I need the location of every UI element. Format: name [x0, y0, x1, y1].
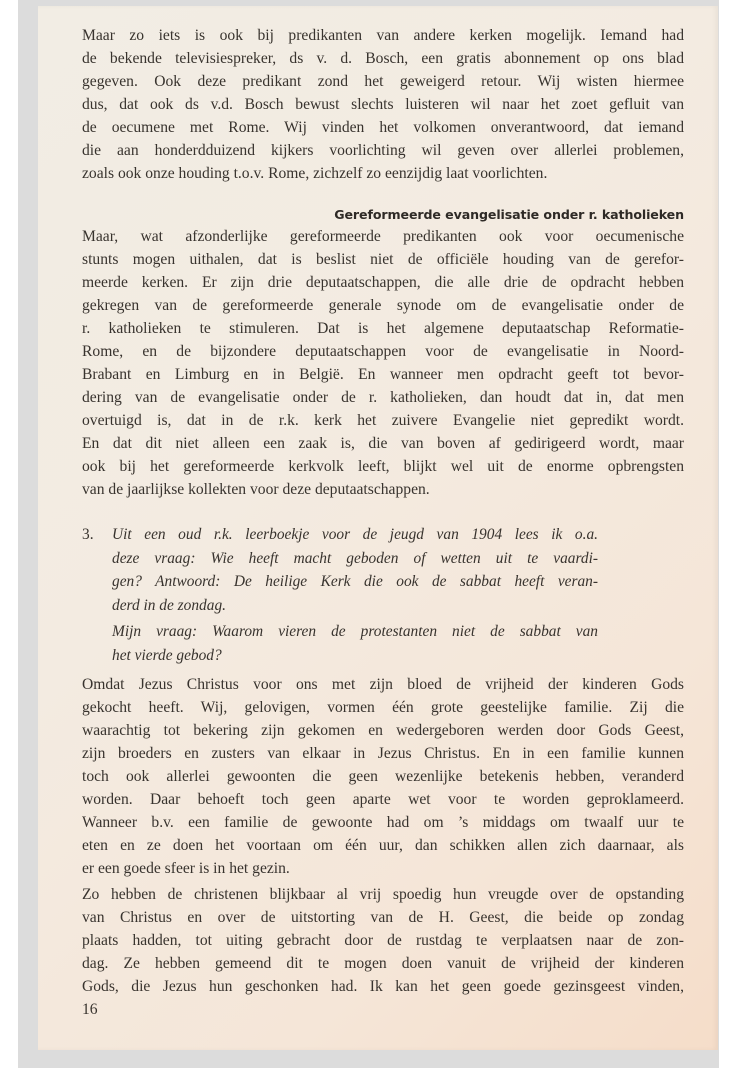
text-line: En dat dit niet alleen een zaak is, die van boven af gedirigeerd wordt, maar — [82, 435, 684, 452]
question-line: deze vraag: Wie heeft macht geboden of wetten uit te vaardi- — [112, 549, 598, 567]
text-line: Omdat Jezus Christus voor ons met zijn bloed de vrijheid der kinderen Gods — [82, 676, 684, 693]
text-line: de oecumene met Rome. Wij vinden het volkomen onverantwoord, dat iemand — [82, 119, 684, 136]
section-heading: Gereformeerde evangelisatie onder r. katholieken — [334, 207, 684, 222]
text-line: toch ook allerlei gewoonten die geen wezenlijke betekenis hebben, veranderd — [82, 768, 684, 785]
text-line: van de jaarlijkse kollekten voor deze deputaatschappen. — [82, 481, 430, 498]
question-number: 3. — [82, 526, 94, 543]
text-line: dag. Ze hebben gemeend dit te mogen doen vanuit de vrijheid der kinderen — [82, 955, 684, 972]
page-number: 16 — [82, 1001, 98, 1018]
text-line: r. katholieken te stimuleren. Dat is het algemene deputaatschap Reformatie- — [82, 320, 684, 337]
text-line: Gods, die Jezus hun geschonken had. Ik kan het geen goede gezinsgeest vinden, — [82, 978, 684, 995]
text-line: gegeven. Ook deze predikant zond het geweigerd retour. Wij wisten hiermee — [82, 73, 684, 90]
text-line: gekregen van de gereformeerde generale synode om de evangelisatie onder de — [82, 297, 684, 314]
question-followup-line: Mijn vraag: Waarom vieren de protestanten niet de sabbat van — [112, 623, 598, 640]
text-line: dus, dat ook ds v.d. Bosch bewust slechts luisteren wil naar het zoet gefluit van — [82, 96, 684, 113]
paragraph-1 — [82, 24, 684, 185]
question-line: Uit een oud r.k. leerboekje voor de jeugd van 1904 lees ik o.a. — [112, 526, 598, 543]
text-line: zoals ook onze houding t.o.v. Rome, zichzelf zo eenzijdig laat voorlichten. — [82, 165, 548, 182]
text-line: Maar, wat afzonderlijke gereformeerde predikanten ook voor oecumenische — [82, 228, 684, 245]
paragraph-2 — [82, 225, 684, 501]
text-line: Wanneer b.v. een familie de gewoonte had om ’s middags om twaalf uur te — [82, 814, 684, 831]
question-followup-line: het vierde gebod? — [112, 646, 222, 664]
text-line: overtuigd is, dat in de r.k. kerk het zuivere Evangelie niet gepredikt wordt. — [82, 412, 684, 429]
text-line: dering van de evangelisatie onder de r. katholieken, dan houdt dat in, dat men — [82, 389, 684, 406]
text-line: worden. Daar behoeft toch geen aparte wet voor te worden geproklameerd. — [82, 791, 684, 808]
question-line: derd in de zondag. — [112, 596, 226, 614]
text-line: meerde kerken. Er zijn drie deputaatschappen, die alle drie de opdracht hebben — [82, 274, 684, 291]
text-line: Zo hebben de christenen blijkbaar al vrij spoedig hun vreugde over de opstanding — [82, 886, 684, 903]
text-line: eten en ze doen het voortaan om één uur, dan schikken allen zich daarnaar, als — [82, 837, 684, 854]
text-line: Rome, en de bijzondere deputaatschappen voor de evangelisatie in Noord- — [82, 343, 684, 360]
text-line: plaats hadden, tot uiting gebracht door de rustdag te verplaatsen naar de zon- — [82, 932, 684, 949]
text-line: gekocht heeft. Wij, gelovigen, vormen één grote geestelijke familie. Zij die — [82, 699, 684, 716]
paragraph-4 — [82, 883, 684, 998]
page-text — [82, 6, 684, 1021]
reader-question-3 — [82, 523, 598, 667]
text-line: de bekende televisiespreker, ds v. d. Bosch, een gratis abonnement op ons blad — [82, 50, 684, 67]
text-line: van Christus en over de uitstorting van de H. Geest, die beide op zondag — [82, 909, 684, 926]
text-line: Brabant en Limburg en in België. En wanneer men opdracht geeft tot bevor- — [82, 366, 684, 383]
paragraph-3 — [82, 673, 684, 880]
text-line: Maar zo iets is ook bij predikanten van andere kerken mogelijk. Iemand had — [82, 27, 684, 44]
book-page — [38, 6, 718, 1050]
text-line: ook bij het gereformeerde kerkvolk leeft, blijkt wel uit de enorme opbrengsten — [82, 458, 684, 475]
text-line: er een goede sfeer is in het gezin. — [82, 860, 290, 877]
text-line: die aan honderdduizend kijkers voorlichting wil geven over allerlei problemen, — [82, 142, 684, 159]
question-line: gen? Antwoord: De heilige Kerk die ook de sabbat heeft veran- — [112, 573, 598, 590]
text-line: waarachtig tot bekering zijn gekomen en wedergeboren werden door Gods Geest, — [82, 722, 684, 739]
text-line: zijn broeders en zusters van elkaar in Jezus Christus. En in een familie kunnen — [82, 745, 684, 762]
text-line: stunts mogen uithalen, dat is beslist niet de officiële houding van de gerefor- — [82, 251, 684, 268]
